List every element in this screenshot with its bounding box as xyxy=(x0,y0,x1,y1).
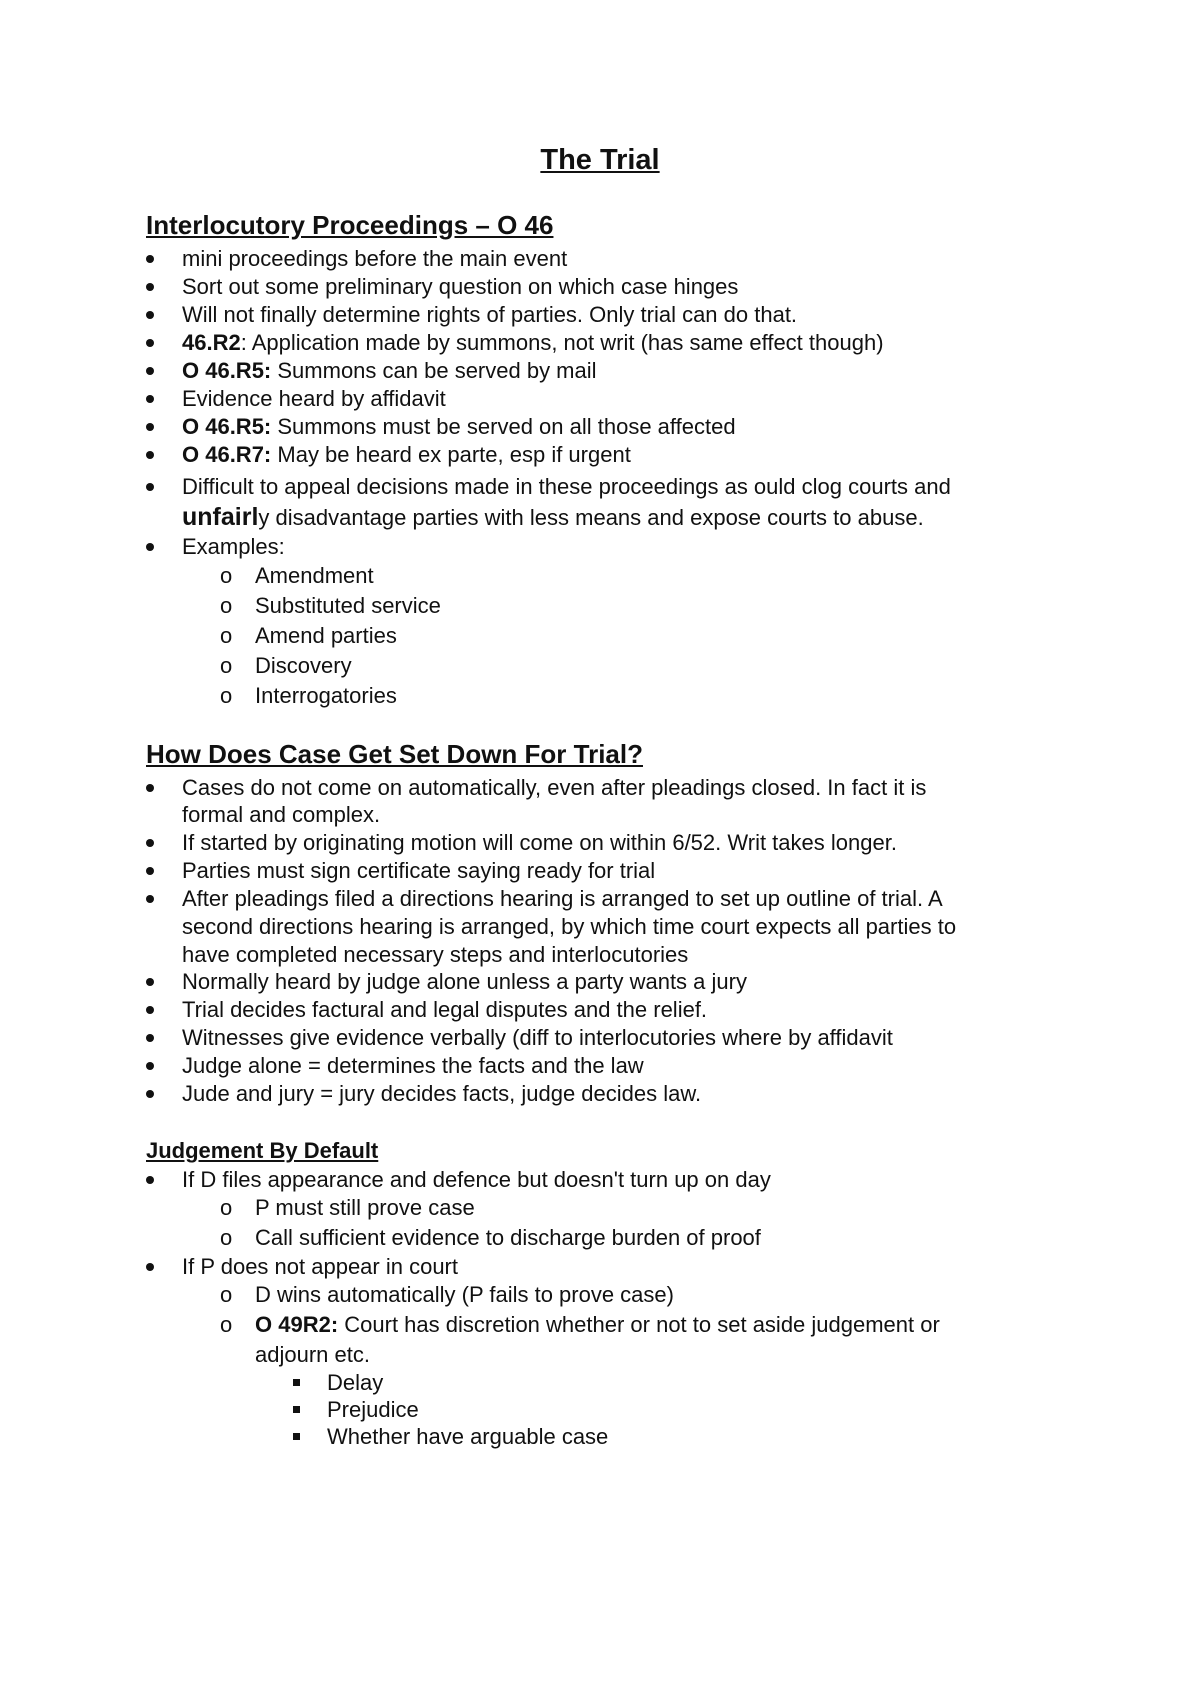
circle-bullet-icon: o xyxy=(220,1282,233,1307)
list-item-continuation: formal and complex. xyxy=(182,802,381,827)
heading-judgement-by-default: Judgement By Default xyxy=(146,1138,379,1163)
circle-bullet-icon: o xyxy=(220,653,233,678)
square-bullet-icon xyxy=(293,1433,300,1440)
bullet-icon xyxy=(146,255,154,263)
circle-bullet-icon: o xyxy=(220,593,233,618)
list-item: Difficult to appeal decisions made in these proceedings as ould clog courts and xyxy=(182,474,951,499)
list-item: Cases do not come on automatically, even after pleadings closed. In fact it is xyxy=(182,775,927,800)
bullet-icon xyxy=(146,311,154,319)
list-item: If D files appearance and defence but doesn't turn up on day xyxy=(182,1167,771,1192)
list-item: O 46.R5: Summons can be served by mail xyxy=(182,358,597,383)
bullet-icon xyxy=(146,784,154,792)
bullet-icon xyxy=(146,283,154,291)
list-item: Jude and jury = jury decides facts, judge decides law. xyxy=(182,1081,702,1106)
sub-list-item: D wins automatically (P fails to prove case) xyxy=(255,1282,674,1307)
square-bullet-icon xyxy=(293,1379,300,1386)
bullet-icon xyxy=(146,895,154,903)
page-title: The Trial xyxy=(540,144,660,176)
sub-sub-list-item: Whether have arguable case xyxy=(327,1424,609,1449)
list-item: O 46.R7: May be heard ex parte, esp if urgent xyxy=(182,442,631,467)
circle-bullet-icon: o xyxy=(220,563,233,588)
sub-list-item: Discovery xyxy=(255,653,352,678)
bullet-icon xyxy=(146,1062,154,1070)
bullet-icon xyxy=(146,1034,154,1042)
list-item-continuation: second directions hearing is arranged, by which time court expects all parties to xyxy=(182,914,957,939)
list-item: If P does not appear in court xyxy=(182,1254,458,1279)
sub-list-item: Amend parties xyxy=(255,623,397,648)
list-item: Sort out some preliminary question on which case hinges xyxy=(182,274,739,299)
sub-list-item: Call sufficient evidence to discharge burden of proof xyxy=(255,1225,761,1250)
heading-interlocutory: Interlocutory Proceedings – O 46 xyxy=(146,210,554,240)
list-item: Judge alone = determines the facts and the law xyxy=(182,1053,644,1078)
sub-list-item: Amendment xyxy=(255,563,374,588)
sub-list-item-continuation: adjourn etc. xyxy=(255,1342,370,1367)
circle-bullet-icon: o xyxy=(220,683,233,708)
bullet-icon xyxy=(146,483,154,491)
bullet-icon xyxy=(146,543,154,551)
sub-list-item: Substituted service xyxy=(255,593,441,618)
list-item: If started by originating motion will come on within 6/52. Writ takes longer. xyxy=(182,830,897,855)
circle-bullet-icon: o xyxy=(220,1312,233,1337)
bullet-icon xyxy=(146,339,154,347)
list-item: Trial decides factural and legal disputes and the relief. xyxy=(182,997,708,1022)
bullet-icon xyxy=(146,395,154,403)
sub-list-item: Interrogatories xyxy=(255,683,397,708)
list-item-continuation: unfairly disadvantage parties with less means and expose courts to abuse. xyxy=(182,503,924,531)
circle-bullet-icon: o xyxy=(220,623,233,648)
list-item: O 46.R5: Summons must be served on all those affected xyxy=(182,414,736,439)
bullet-icon xyxy=(146,423,154,431)
bullet-icon xyxy=(146,839,154,847)
list-item: Will not finally determine rights of parties. Only trial can do that. xyxy=(182,302,798,327)
bullet-icon xyxy=(146,1176,154,1184)
sub-sub-list-item: Delay xyxy=(327,1370,384,1395)
square-bullet-icon xyxy=(293,1406,300,1413)
list-item: Evidence heard by affidavit xyxy=(182,386,446,411)
sub-sub-list-item: Prejudice xyxy=(327,1397,419,1422)
list-item: Examples: xyxy=(182,534,285,559)
bullet-icon xyxy=(146,978,154,986)
list-item: 46.R2: Application made by summons, not writ (has same effect though) xyxy=(182,330,884,355)
bullet-icon xyxy=(146,451,154,459)
list-item-continuation: have completed necessary steps and interlocutories xyxy=(182,942,689,967)
bullet-icon xyxy=(146,1090,154,1098)
list-item: Parties must sign certificate saying ready for trial xyxy=(182,858,656,883)
circle-bullet-icon: o xyxy=(220,1225,233,1250)
circle-bullet-icon: o xyxy=(220,1195,233,1220)
bullet-icon xyxy=(146,867,154,875)
bullet-icon xyxy=(146,1263,154,1271)
sub-list-item: P must still prove case xyxy=(255,1195,475,1220)
list-item: Witnesses give evidence verbally (diff to interlocutories where by affidavit xyxy=(182,1025,893,1050)
bullet-icon xyxy=(146,367,154,375)
list-item: Normally heard by judge alone unless a party wants a jury xyxy=(182,969,747,994)
bullet-icon xyxy=(146,1006,154,1014)
sub-list-item: O 49R2: Court has discretion whether or not to set aside judgement or xyxy=(255,1312,940,1337)
list-item: After pleadings filed a directions hearing is arranged to set up outline of trial. A xyxy=(182,886,943,911)
list-item: mini proceedings before the main event xyxy=(182,246,568,271)
heading-set-down-for-trial: How Does Case Get Set Down For Trial? xyxy=(146,739,643,769)
